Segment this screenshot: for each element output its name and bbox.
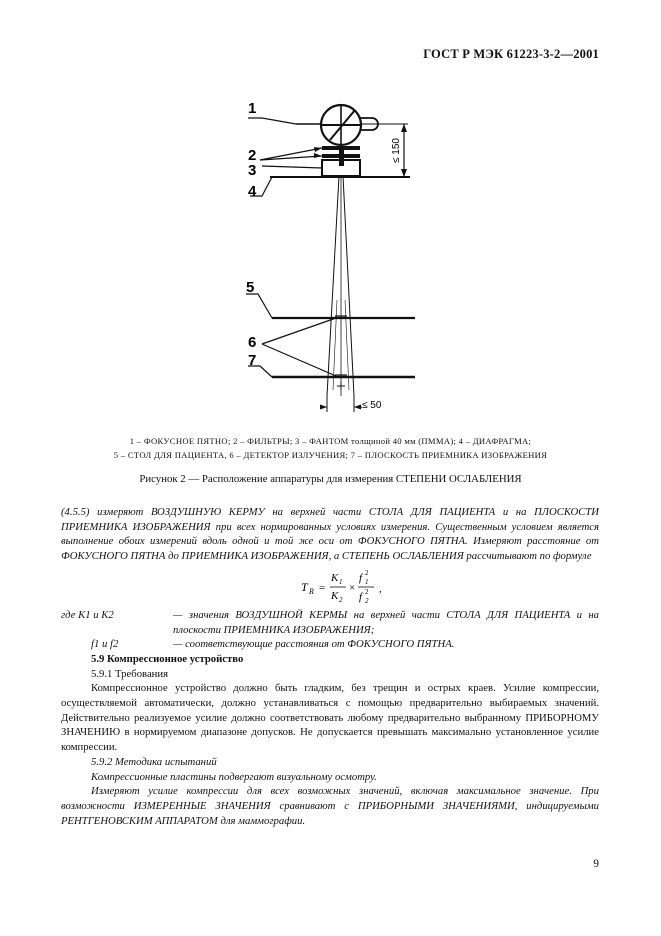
svg-text:f: f [359, 590, 363, 603]
svg-text:1: 1 [339, 577, 343, 586]
where-f: f1 и f2 — соответствующие расстояния от ФОКУСНОГО ПЯТНА. [91, 638, 455, 651]
where-k: где K1 и K2 — значения ВОЗДУШНОЙ КЕРМЫ на верхней части СТОЛА ДЛЯ ПАЦИЕНТА и на плоскости ПРИЕМНИКА ИЗОБРАЖЕНИЯ; [61, 608, 599, 636]
callout-1: 1 [248, 100, 257, 117]
paragraph-inspection: Компрессионные пластины подвергают визуальному осмотру. [91, 770, 377, 783]
svg-text:f: f [359, 571, 363, 584]
figure-caption: Рисунок 2 — Расположение аппаратуры для измерения СТЕПЕНИ ОСЛАБЛЕНИЯ [139, 473, 522, 485]
callout-4: 4 [248, 183, 257, 200]
svg-text:2: 2 [339, 595, 343, 604]
svg-text:,: , [379, 582, 382, 595]
paragraph-measurement: (4.5.5) измеряют ВОЗДУШНУЮ КЕРМУ на верхней части СТОЛА ДЛЯ ПАЦИЕНТА и на ПЛОСКОСТИ ПРИЕМНИКА ИЗОБРАЖЕНИЯ при всех нормированных условиях измерения. Существенным условием является выполнение обоих измерений вдоль одной и той же оси от ФОКУСНОГО ПЯТНА. Измеряют расстояние от ФОКУСНОГО ПЯТНА до ПРИЕМНИКА ИЗОБРАЖЕНИЯ, а СТЕПЕНЬ ОСЛАБЛЕНИЯ рассчитывают по формуле [61, 506, 599, 563]
svg-text:R: R [309, 586, 314, 596]
body-text [61, 505, 599, 828]
apparatus-diagram [0, 0, 661, 420]
paragraph-force-measurement: Измеряют усилие компрессии для всех возможных значений, включая максимальное значение. При возможности ИЗМЕРЕННЫЕ ЗНАЧЕНИЯ сравнивают с ПРИБОРНЫМИ ЗНАЧЕНИЯМИ, индицируемыми РЕНТГЕНОВСКИМ АППАРАТОМ для маммографии. [61, 785, 599, 827]
horizontal-dimension-label: ≤ 50 [362, 400, 382, 411]
vertical-dimension-label: ≤ 150 [391, 138, 402, 163]
callout-3: 3 [248, 162, 257, 179]
svg-text:2: 2 [365, 596, 369, 605]
callout-5: 5 [246, 279, 255, 296]
svg-text:1: 1 [365, 577, 369, 586]
callout-6: 6 [248, 334, 257, 351]
figure-legend-line-1: 1 – ФОКУСНОЕ ПЯТНО; 2 – ФИЛЬТРЫ; 3 – ФАНТОМ толщиной 40 мм (ПММА); 4 – ДИАФРАГМА; [129, 436, 532, 446]
callout-2: 2 [248, 147, 257, 164]
svg-text:2: 2 [365, 568, 369, 577]
formula [61, 564, 599, 608]
figure-legend-line-2: 5 – СТОЛ ДЛЯ ПАЦИЕНТА, 6 – ДЕТЕКТОР ИЗЛУЧЕНИЯ; 7 – ПЛОСКОСТЬ ПРИЕМНИКА ИЗОБРАЖЕНИЯ [113, 450, 548, 460]
svg-text:K: K [331, 571, 339, 584]
svg-text:2: 2 [365, 587, 369, 596]
svg-text:×: × [349, 581, 356, 594]
section-5-9-heading: 5.9 Компрессионное устройство [91, 652, 244, 665]
page-number: 9 [593, 858, 599, 870]
paragraph-requirements: Компрессионное устройство должно быть гладким, без трещин и острых краев. Усилие компрессии, осуществляемой автоматически, должно устанавливаться с помощью предварительно выбираемых значений. Действительно реализуемое усилие должно соответствовать любому предварительно выбранному ПРИБОРНОМУ ЗНАЧЕНИЮ в нормируемом диапазоне допусков. Не допускается превышать максимально установленное усилие компрессии. [61, 682, 599, 754]
svg-text:K: K [331, 589, 339, 602]
document-header: ГОСТ Р МЭК 61223-3-2—2001 [423, 47, 599, 61]
svg-text:T: T [301, 579, 308, 594]
section-5-9-2-heading: 5.9.2 Методика испытаний [91, 755, 217, 768]
section-5-9-1-heading: 5.9.1 Требования [91, 667, 169, 680]
svg-text:=: = [319, 581, 326, 594]
callout-7: 7 [248, 352, 257, 369]
